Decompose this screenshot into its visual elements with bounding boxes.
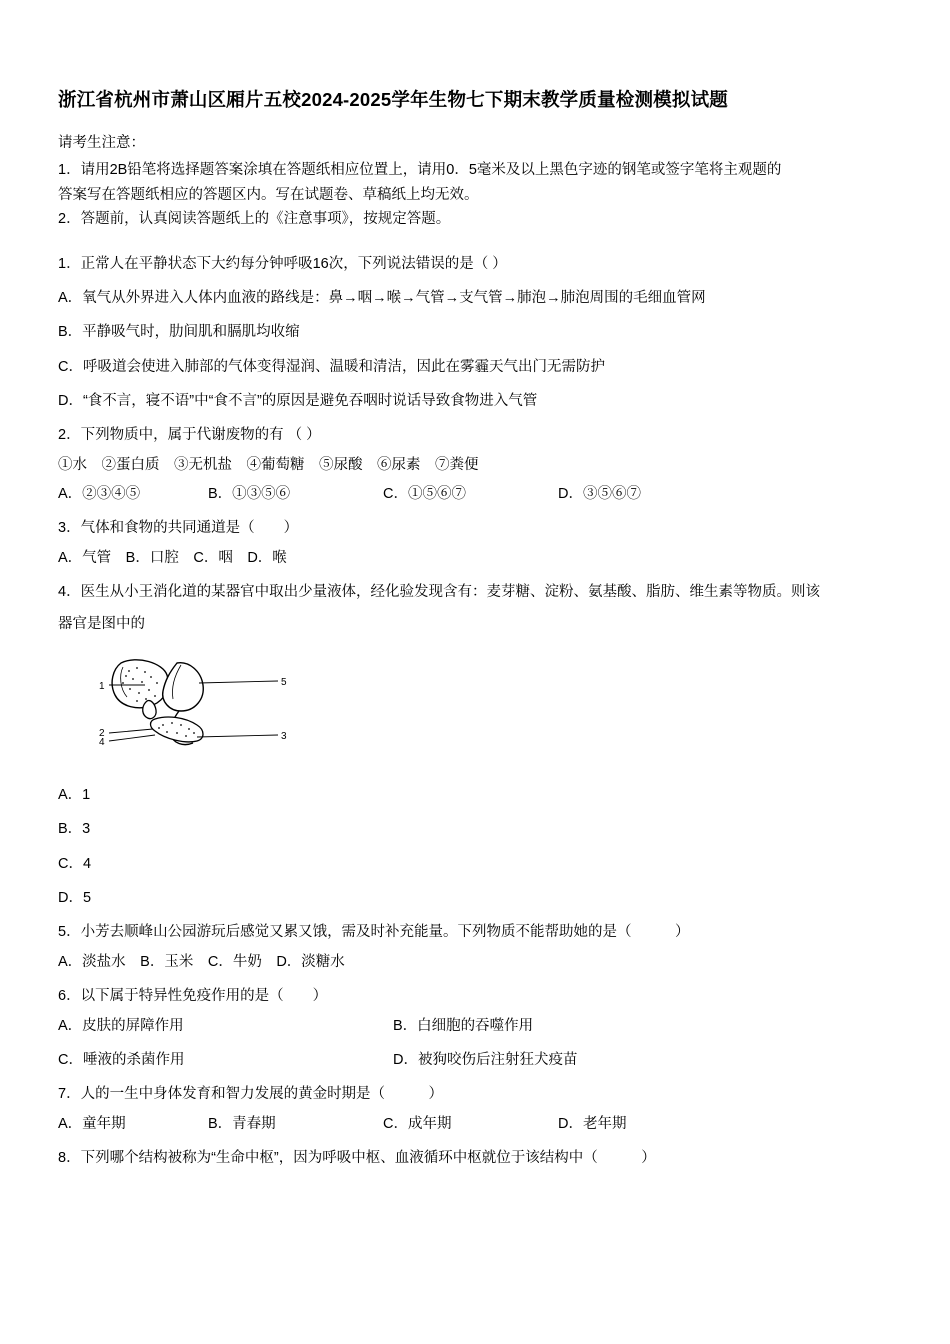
question-4-stem-line-2: 器官是图中的 (58, 615, 145, 632)
notice-heading: 请考生注意： (58, 134, 145, 151)
question-4-option-c: C．4 (58, 855, 92, 872)
question-4-option-a: A．1 (58, 786, 91, 803)
question-6-choices-row-1 (58, 1014, 890, 1039)
question-7-option-c: C．成年期 (383, 1115, 452, 1132)
question-5-stem: 5．小芳去顺峰山公园游玩后感觉又累又饿，需及时补充能量。下列物质不能帮助她的是（ ） (58, 924, 690, 941)
question-1-option-d: D．“食不言，寝不语”中“食不言”的原因是避免吞咽时说话导致食物进入气管 (58, 392, 538, 409)
digestive-system-figure (58, 649, 890, 769)
question-7-choices (58, 1112, 890, 1137)
question-6-option-d: D．被狗咬伤后注射狂犬疫苗 (393, 1051, 578, 1068)
question-6-option-a: A．皮肤的屏障作用 (58, 1017, 184, 1034)
notice-line-2: 答案写在答题纸相应的答题区内。写在试题卷、草稿纸上均无效。 (58, 186, 479, 203)
digestive-organ-diagram (93, 649, 293, 767)
question-7-option-d: D．老年期 (558, 1115, 627, 1132)
question-1-stem: 1．正常人在平静状态下大约每分钟呼吸16次，下列说法错误的是（ ） (58, 256, 507, 273)
figure-label-4: 4 (99, 736, 105, 748)
question-5-choices: A．淡盐水 B．玉米 C．牛奶 D．淡糖水 (58, 953, 345, 970)
question-6-choices-row-2 (58, 1048, 890, 1073)
figure-label-2: 2 (99, 727, 105, 739)
notice-line-1: 1．请用2B铅笔将选择题答案涂填在答题纸相应位置上，请用0．5毫米及以上黑色字迹的钢笔或签字笔将主观题的 (58, 161, 782, 178)
question-3-choices: A．气管 B．口腔 C．咽 D．喉 (58, 549, 287, 566)
question-2-items: ①水 ②蛋白质 ③无机盐 ④葡萄糖 ⑤尿酸 ⑥尿素 ⑦粪便 (58, 456, 479, 473)
question-7-stem: 7．人的一生中身体发育和智力发展的黄金时期是（ ） (58, 1086, 444, 1103)
question-6-stem: 6．以下属于特异性免疫作用的是（ ） (58, 988, 328, 1005)
question-2-choice-d: D．③⑤⑥⑦ (558, 486, 641, 503)
question-4-option-d: D．5 (58, 890, 92, 907)
question-7-option-b: B．青春期 (208, 1115, 276, 1132)
question-2-choice-a: A．②③④⑤ (58, 486, 141, 503)
page-title: 浙江省杭州市萧山区厢片五校2024-2025学年生物七下期末教学质量检测模拟试题 (58, 89, 728, 110)
figure-label-5: 5 (281, 676, 287, 688)
question-4-stem-line-1: 4．医生从小王消化道的某器官中取出少量液体，经化验发现含有：麦芽糖、淀粉、氨基酸、脂肪、维生素等物质。则该 (58, 584, 821, 601)
question-3-stem: 3．气体和食物的共同通道是（ ） (58, 520, 299, 537)
figure-label-3: 3 (281, 730, 287, 742)
question-2-choice-b: B．①③⑤⑥ (208, 486, 291, 503)
notice-line-3: 2．答题前，认真阅读答题纸上的《注意事项》，按规定答题。 (58, 211, 451, 228)
question-1-option-a: A．氧气从外界进入人体内血液的路线是：鼻→咽→喉→气管→支气管→肺泡→肺泡周围的毛细血管网 (58, 289, 706, 306)
question-4-option-b: B．3 (58, 821, 91, 838)
question-8-stem: 8．下列哪个结构被称为“生命中枢”，因为呼吸中枢、血液循环中枢就位于该结构中（ ） (58, 1150, 656, 1167)
question-1-option-c: C．呼吸道会使进入肺部的气体变得湿润、温暖和清洁，因此在雾霾天气出门无需防护 (58, 358, 605, 375)
question-2-stem: 2．下列物质中，属于代谢废物的有 （ ） (58, 427, 321, 444)
question-2-choice-c: C．①⑤⑥⑦ (383, 486, 466, 503)
question-2-choices (58, 482, 890, 507)
question-7-option-a: A．童年期 (58, 1115, 126, 1132)
question-1-option-b: B．平静吸气时，肋间肌和膈肌均收缩 (58, 324, 300, 341)
candidate-notice (58, 131, 890, 232)
figure-label-1: 1 (99, 680, 105, 692)
question-6-option-b: B．白细胞的吞噬作用 (393, 1017, 534, 1034)
question-6-option-c: C．唾液的杀菌作用 (58, 1051, 185, 1068)
